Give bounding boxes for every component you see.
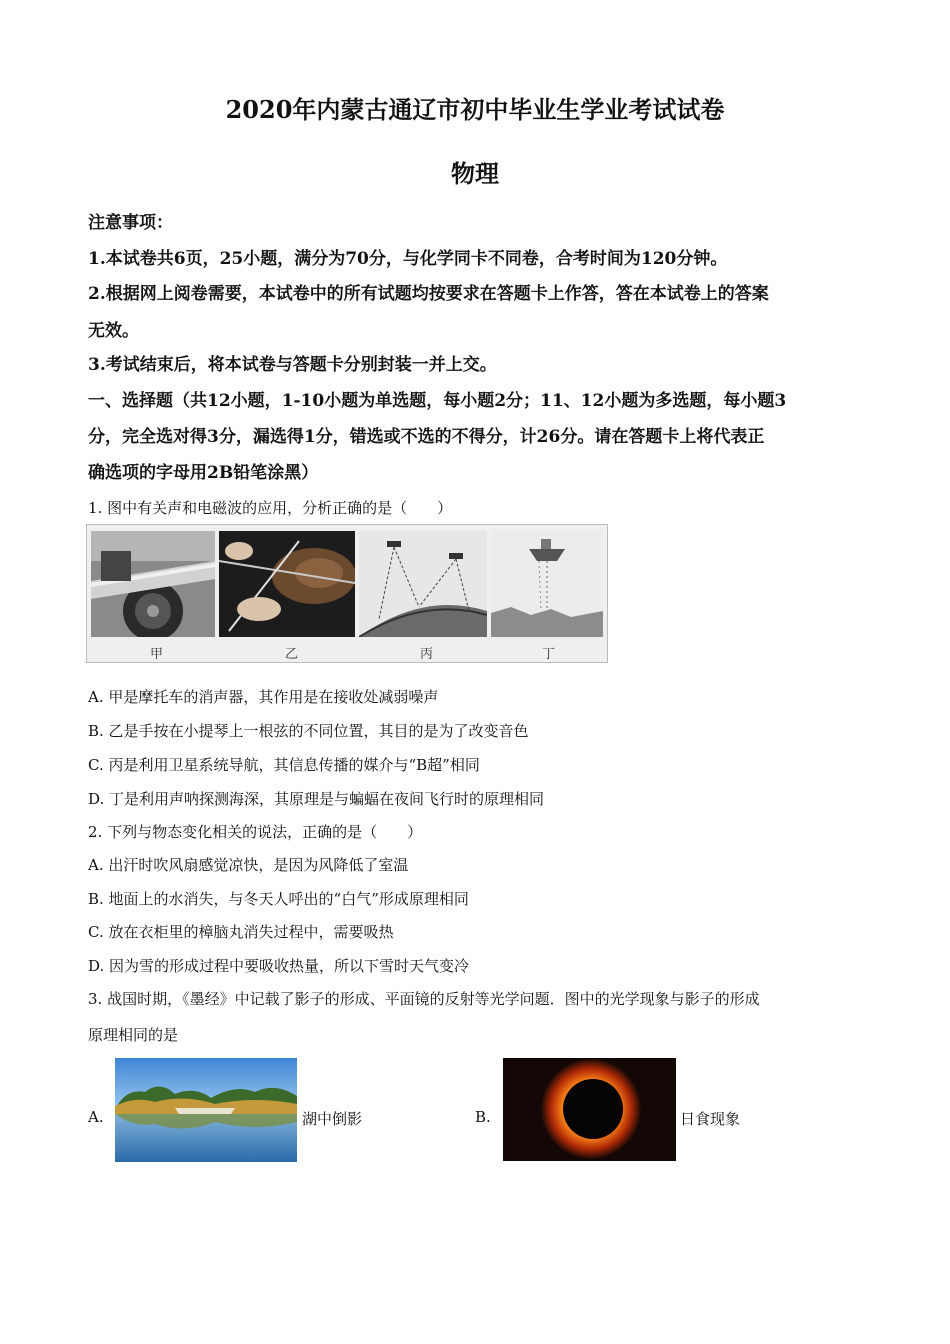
notice-heading: 注意事项： [88, 213, 173, 233]
question-2-option-d: D. 因为雪的形成过程中要吸收热量，所以下雪时天气变冷 [88, 957, 470, 975]
subject-title: 物理 [451, 159, 499, 188]
section-heading: 分，完全选对得3分，漏选得1分，错选或不选的不得分，计26分。请在答题卡上将代表正 [88, 427, 765, 447]
violin-image [219, 531, 355, 637]
notice-line: 3.考试结束后，将本试卷与答题卡分别封装一并上交。 [88, 355, 497, 375]
notice-line: 无效。 [88, 321, 139, 341]
satellite-navigation-image [359, 531, 487, 637]
figure-caption-ding: 丁 [542, 647, 556, 662]
question-1-figure [86, 524, 608, 663]
section-heading: 一、选择题（共12小题，1-10小题为单选题，每小题2分；11、12小题为多选题，每小题3 [88, 391, 787, 411]
question-3-option-b-letter: B. [475, 1108, 491, 1126]
question-3-option-a-letter: A. [88, 1108, 104, 1126]
question-3-option-b-text: 日食现象 [680, 1110, 741, 1128]
section-heading: 确选项的字母用2B铅笔涂黑） [88, 463, 319, 483]
figure-caption-bing: 丙 [420, 647, 434, 662]
lake-reflection-image [115, 1058, 297, 1162]
question-3-option-a-text: 湖中倒影 [302, 1110, 363, 1128]
notice-line: 2.根据网上阅卷需要，本试卷中的所有试题均按要求在答题卡上作答，答在本试卷上的答案 [88, 284, 769, 304]
motorcycle-muffler-image [91, 531, 215, 637]
solar-eclipse-image [503, 1058, 676, 1161]
question-3-stem: 3. 战国时期，《墨经》中记载了影子的形成、平面镜的反射等光学问题．图中的光学现象与影子的形成 [88, 990, 760, 1008]
question-2-option-a: A. 出汗时吹风扇感觉凉快，是因为风降低了室温 [88, 856, 409, 874]
figure-caption-yi: 乙 [285, 647, 299, 662]
question-1-option-b: B. 乙是手按在小提琴上一根弦的不同位置，其目的是为了改变音色 [88, 722, 529, 740]
question-1-option-a: A. 甲是摩托车的消声器，其作用是在接收处减弱噪声 [88, 688, 439, 706]
sonar-ship-image [491, 531, 603, 637]
exam-title: 2020年内蒙古通辽市初中毕业生学业考试试卷 [225, 95, 725, 124]
question-1-option-d: D. 丁是利用声呐探测海深，其原理是与蝙蝠在夜间飞行时的原理相同 [88, 790, 545, 808]
question-2-option-c: C. 放在衣柜里的樟脑丸消失过程中，需要吸热 [88, 923, 394, 941]
question-2-option-b: B. 地面上的水消失，与冬天人呼出的“白气”形成原理相同 [88, 890, 469, 908]
notice-line: 1.本试卷共6页，25小题，满分为70分，与化学同卡不同卷，合考时间为120分钟。 [88, 249, 728, 269]
figure-caption-jia: 甲 [150, 647, 164, 662]
question-1-stem: 1. 图中有关声和电磁波的应用，分析正确的是（ ） [88, 499, 453, 517]
question-2-stem: 2. 下列与物态变化相关的说法，正确的是（ ） [88, 823, 423, 841]
question-3-stem: 原理相同的是 [88, 1026, 179, 1044]
question-1-option-c: C. 丙是利用卫星系统导航，其信息传播的媒介与“B超”相同 [88, 756, 480, 774]
